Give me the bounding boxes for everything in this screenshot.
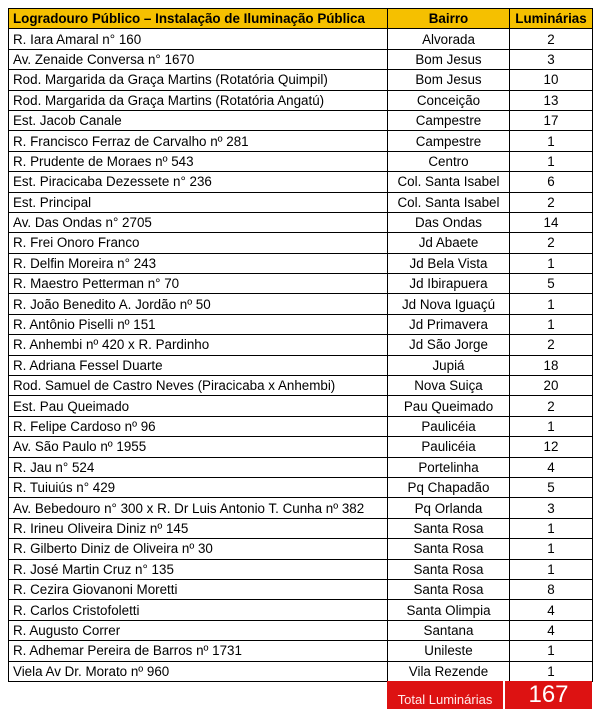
cell-logradouro: R. Tuiuiús n° 429 <box>9 477 388 497</box>
table-row <box>9 110 593 130</box>
cell-logradouro: R. Delfin Moreira n° 243 <box>9 253 388 273</box>
cell-bairro: Jd Bela Vista <box>388 253 510 273</box>
cell-luminarias: 2 <box>510 192 593 212</box>
cell-luminarias: 2 <box>510 233 593 253</box>
cell-bairro: Jd São Jorge <box>388 335 510 355</box>
cell-bairro: Santana <box>388 620 510 640</box>
table-row <box>9 131 593 151</box>
table-row <box>9 212 593 232</box>
header-bairro: Bairro <box>388 9 510 29</box>
cell-luminarias: 1 <box>510 151 593 171</box>
cell-bairro: Nova Suiça <box>388 376 510 396</box>
cell-luminarias: 1 <box>510 661 593 681</box>
cell-bairro: Bom Jesus <box>388 49 510 69</box>
cell-logradouro: R. Iara Amaral n° 160 <box>9 29 388 49</box>
table-row <box>9 355 593 375</box>
cell-logradouro: R. Francisco Ferraz de Carvalho nº 281 <box>9 131 388 151</box>
cell-logradouro: Rod. Margarida da Graça Martins (Rotatória Angatú) <box>9 90 388 110</box>
cell-logradouro: Rod. Margarida da Graça Martins (Rotatória Quimpil) <box>9 70 388 90</box>
cell-bairro: Alvorada <box>388 29 510 49</box>
cell-logradouro: R. Augusto Correr <box>9 620 388 640</box>
table-row <box>9 620 593 640</box>
cell-bairro: Unileste <box>388 641 510 661</box>
cell-luminarias: 12 <box>510 437 593 457</box>
document <box>8 8 592 682</box>
table-row <box>9 539 593 559</box>
cell-bairro: Santa Rosa <box>388 539 510 559</box>
cell-luminarias: 13 <box>510 90 593 110</box>
cell-luminarias: 14 <box>510 212 593 232</box>
cell-bairro: Paulicéia <box>388 416 510 436</box>
cell-logradouro: R. Felipe Cardoso nº 96 <box>9 416 388 436</box>
header-luminarias: Luminárias <box>510 9 593 29</box>
cell-luminarias: 1 <box>510 518 593 538</box>
cell-logradouro: Est. Jacob Canale <box>9 110 388 130</box>
cell-bairro: Jd Ibirapuera <box>388 274 510 294</box>
table-row <box>9 661 593 681</box>
cell-logradouro: Av. Zenaide Conversa n° 1670 <box>9 49 388 69</box>
table-row <box>9 477 593 497</box>
cell-luminarias: 6 <box>510 172 593 192</box>
table-row <box>9 29 593 49</box>
cell-logradouro: R. Carlos Cristofoletti <box>9 600 388 620</box>
table-row <box>9 437 593 457</box>
total-label: Total Luminárias <box>387 681 505 709</box>
cell-logradouro: R. Gilberto Diniz de Oliveira nº 30 <box>9 539 388 559</box>
cell-bairro: Centro <box>388 151 510 171</box>
cell-luminarias: 3 <box>510 49 593 69</box>
cell-logradouro: Av. Bebedouro n° 300 x R. Dr Luis Antonio T. Cunha nº 382 <box>9 498 388 518</box>
cell-bairro: Bom Jesus <box>388 70 510 90</box>
header-logradouro: Logradouro Público – Instalação de Iluminação Pública <box>9 9 388 29</box>
cell-bairro: Das Ondas <box>388 212 510 232</box>
cell-luminarias: 18 <box>510 355 593 375</box>
table-row <box>9 274 593 294</box>
cell-logradouro: Est. Principal <box>9 192 388 212</box>
cell-logradouro: R. João Benedito A. Jordão nº 50 <box>9 294 388 314</box>
table-row <box>9 294 593 314</box>
cell-luminarias: 10 <box>510 70 593 90</box>
table-row <box>9 172 593 192</box>
cell-bairro: Santa Olimpia <box>388 600 510 620</box>
cell-luminarias: 4 <box>510 600 593 620</box>
table-row <box>9 457 593 477</box>
cell-bairro: Col. Santa Isabel <box>388 192 510 212</box>
table-row <box>9 335 593 355</box>
table-row <box>9 498 593 518</box>
cell-logradouro: Viela Av Dr. Morato nº 960 <box>9 661 388 681</box>
cell-bairro: Campestre <box>388 110 510 130</box>
table-row <box>9 314 593 334</box>
cell-bairro: Pq Chapadão <box>388 477 510 497</box>
lighting-installations-table <box>8 8 593 682</box>
cell-bairro: Jupiá <box>388 355 510 375</box>
cell-logradouro: R. Prudente de Moraes nº 543 <box>9 151 388 171</box>
cell-bairro: Santa Rosa <box>388 559 510 579</box>
cell-bairro: Portelinha <box>388 457 510 477</box>
cell-bairro: Jd Primavera <box>388 314 510 334</box>
cell-bairro: Pau Queimado <box>388 396 510 416</box>
cell-logradouro: R. Jau n° 524 <box>9 457 388 477</box>
cell-bairro: Santa Rosa <box>388 579 510 599</box>
table-row <box>9 641 593 661</box>
cell-luminarias: 1 <box>510 294 593 314</box>
cell-bairro: Conceição <box>388 90 510 110</box>
cell-logradouro: R. José Martin Cruz n° 135 <box>9 559 388 579</box>
cell-luminarias: 1 <box>510 416 593 436</box>
total-value: 167 <box>505 681 592 709</box>
cell-logradouro: R. Maestro Petterman n° 70 <box>9 274 388 294</box>
total-box <box>387 681 592 709</box>
cell-logradouro: Rod. Samuel de Castro Neves (Piracicaba x Anhembi) <box>9 376 388 396</box>
cell-bairro: Pq Orlanda <box>388 498 510 518</box>
table-row <box>9 579 593 599</box>
cell-bairro: Jd Abaete <box>388 233 510 253</box>
cell-luminarias: 1 <box>510 559 593 579</box>
cell-luminarias: 5 <box>510 477 593 497</box>
table-row <box>9 376 593 396</box>
table-row <box>9 518 593 538</box>
cell-logradouro: R. Irineu Oliveira Diniz nº 145 <box>9 518 388 538</box>
table-row <box>9 396 593 416</box>
cell-luminarias: 4 <box>510 620 593 640</box>
cell-luminarias: 1 <box>510 641 593 661</box>
cell-luminarias: 1 <box>510 539 593 559</box>
cell-logradouro: R. Adhemar Pereira de Barros nº 1731 <box>9 641 388 661</box>
cell-bairro: Santa Rosa <box>388 518 510 538</box>
cell-logradouro: R. Frei Onoro Franco <box>9 233 388 253</box>
cell-logradouro: Est. Piracicaba Dezessete n° 236 <box>9 172 388 192</box>
table-row <box>9 253 593 273</box>
cell-luminarias: 5 <box>510 274 593 294</box>
cell-logradouro: R. Anhembi nº 420 x R. Pardinho <box>9 335 388 355</box>
cell-bairro: Vila Rezende <box>388 661 510 681</box>
cell-luminarias: 4 <box>510 457 593 477</box>
cell-logradouro: Av. Das Ondas n° 2705 <box>9 212 388 232</box>
cell-luminarias: 2 <box>510 29 593 49</box>
cell-luminarias: 17 <box>510 110 593 130</box>
cell-luminarias: 1 <box>510 314 593 334</box>
table-row <box>9 90 593 110</box>
cell-luminarias: 1 <box>510 131 593 151</box>
table-row <box>9 151 593 171</box>
cell-luminarias: 8 <box>510 579 593 599</box>
cell-luminarias: 2 <box>510 335 593 355</box>
cell-luminarias: 20 <box>510 376 593 396</box>
cell-logradouro: R. Cezira Giovanoni Moretti <box>9 579 388 599</box>
cell-luminarias: 2 <box>510 396 593 416</box>
table-header-row <box>9 9 593 29</box>
table-row <box>9 416 593 436</box>
table-row <box>9 559 593 579</box>
cell-bairro: Jd Nova Iguaçú <box>388 294 510 314</box>
cell-bairro: Col. Santa Isabel <box>388 172 510 192</box>
cell-luminarias: 1 <box>510 253 593 273</box>
cell-logradouro: Av. São Paulo nº 1955 <box>9 437 388 457</box>
cell-logradouro: R. Adriana Fessel Duarte <box>9 355 388 375</box>
table-row <box>9 49 593 69</box>
table-row <box>9 192 593 212</box>
table-row <box>9 233 593 253</box>
table-row <box>9 600 593 620</box>
cell-bairro: Campestre <box>388 131 510 151</box>
cell-logradouro: R. Antônio Piselli nº 151 <box>9 314 388 334</box>
cell-bairro: Paulicéia <box>388 437 510 457</box>
cell-luminarias: 3 <box>510 498 593 518</box>
table-row <box>9 70 593 90</box>
table-body <box>9 29 593 682</box>
cell-logradouro: Est. Pau Queimado <box>9 396 388 416</box>
